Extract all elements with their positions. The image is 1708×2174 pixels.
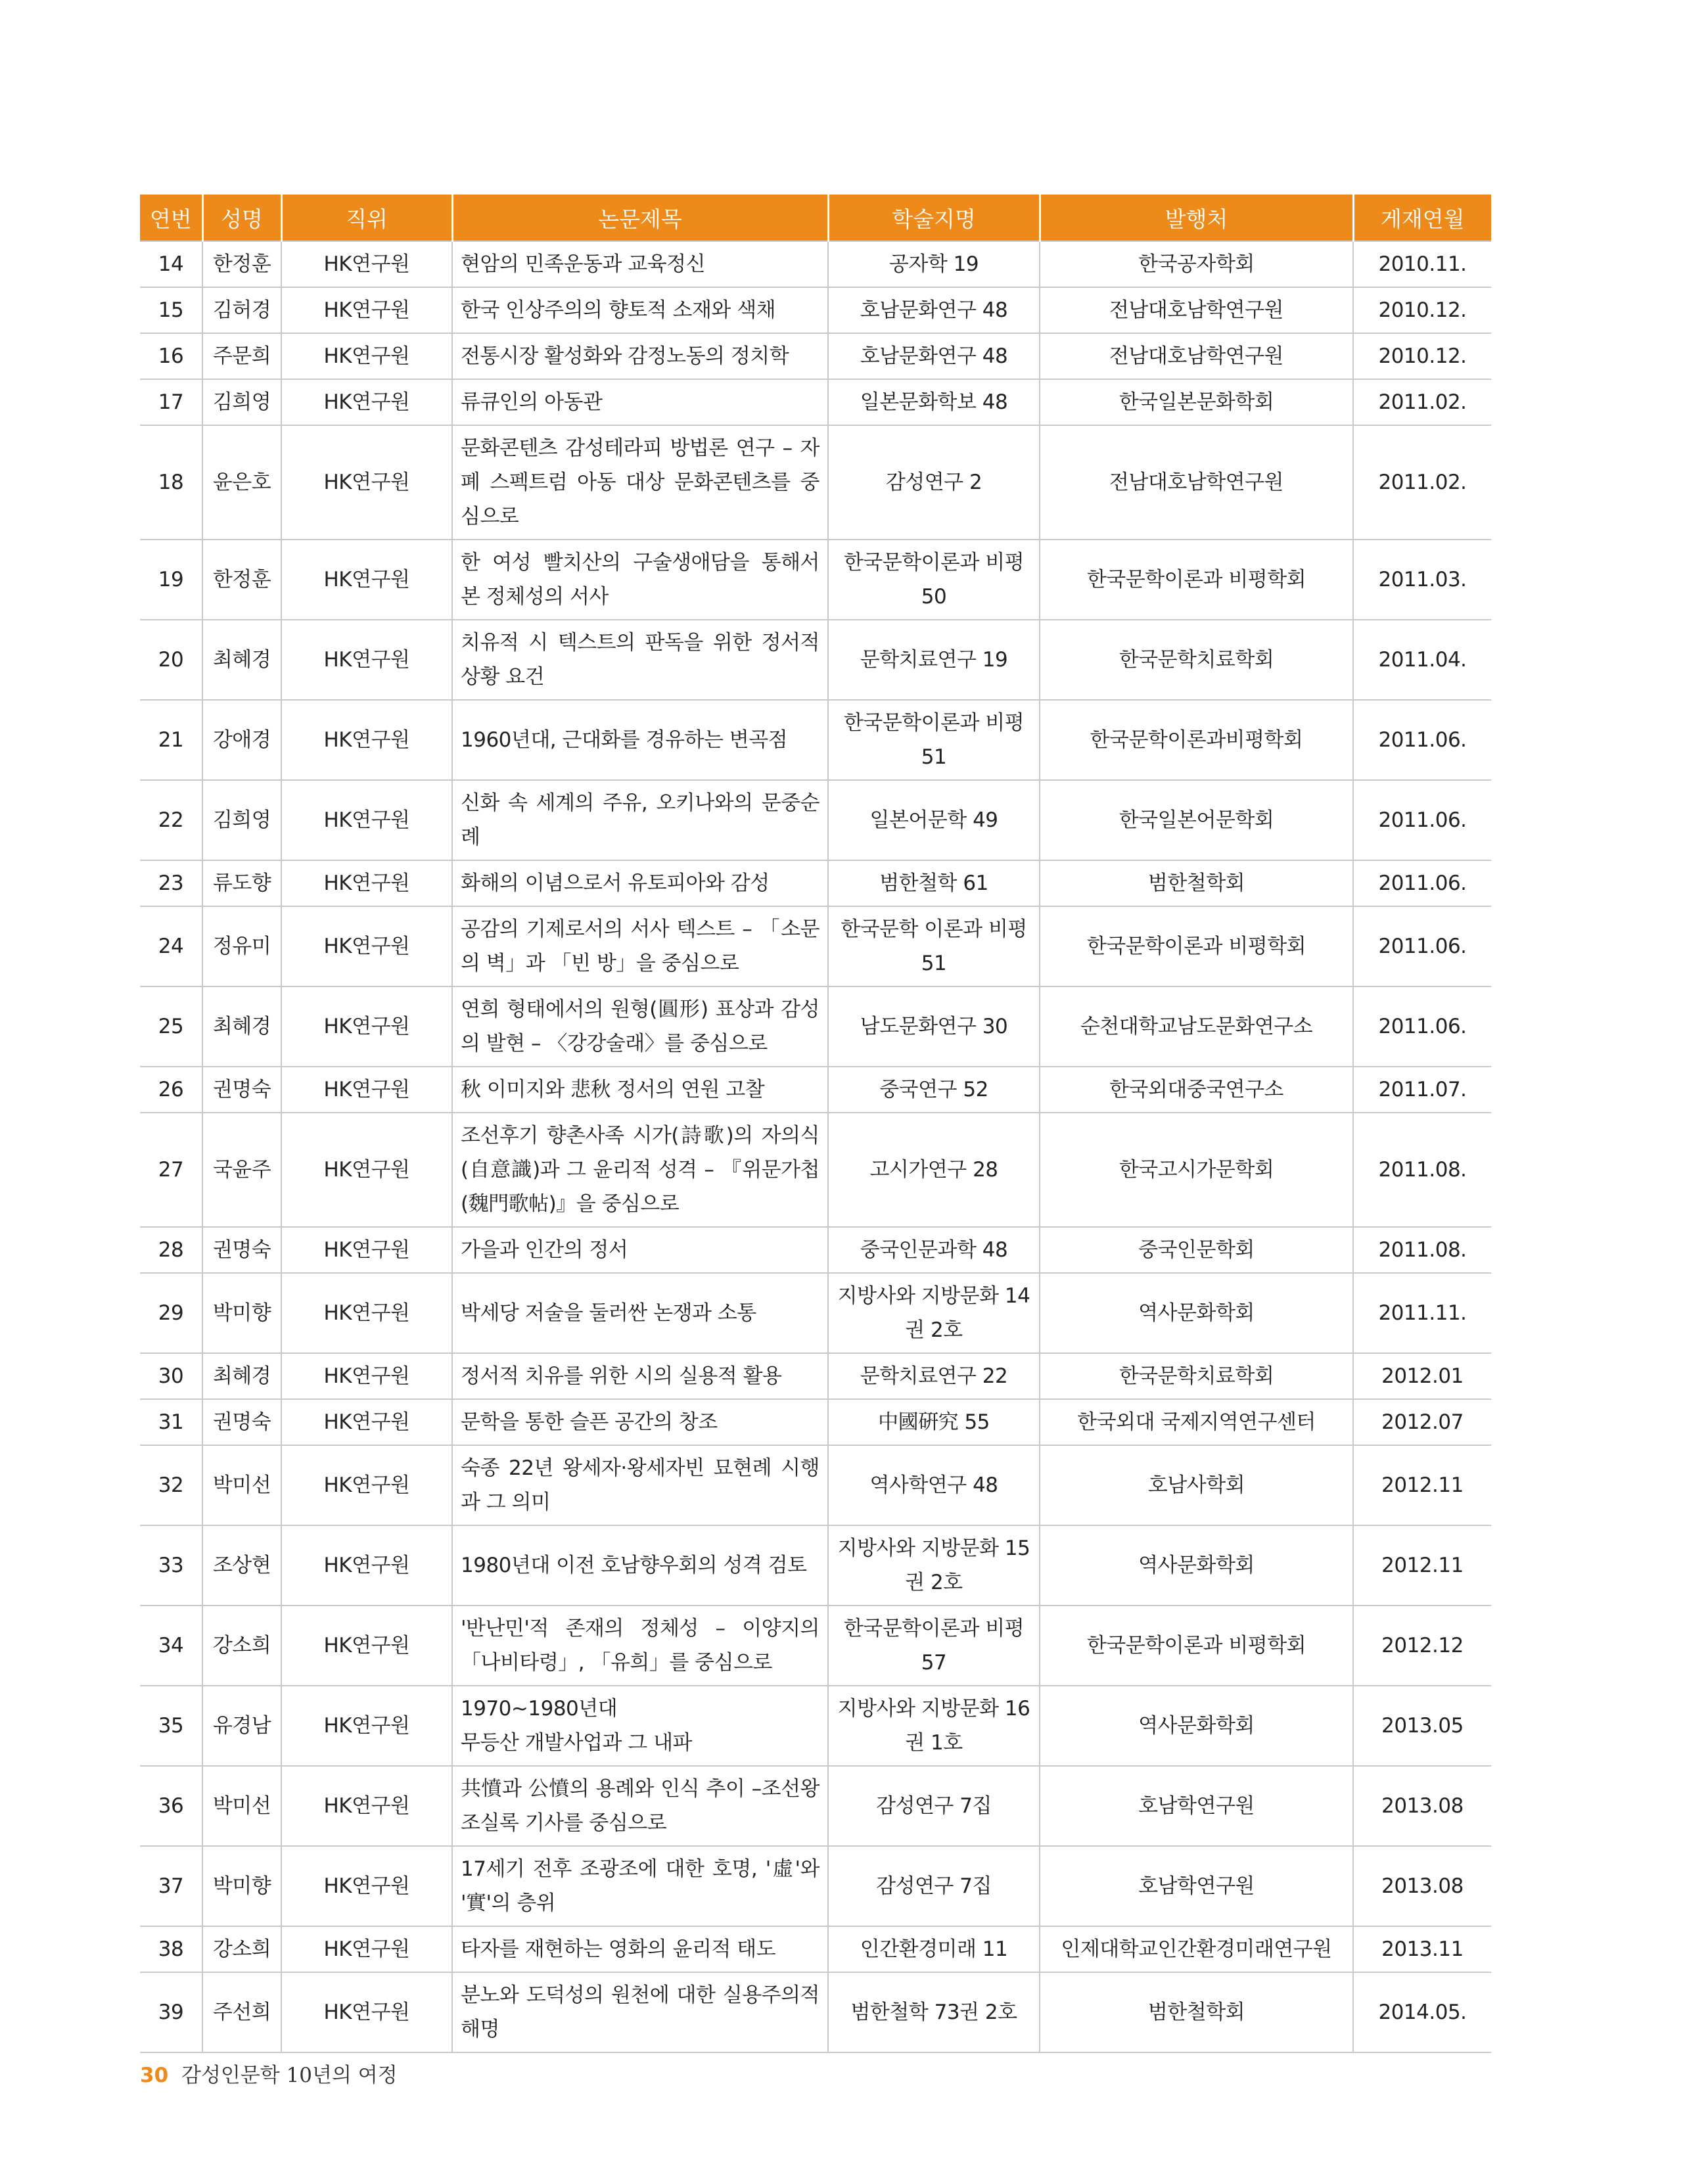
- cell-position: HK연구원: [281, 1972, 452, 2052]
- cell-title: 한국 인상주의의 향토적 소재와 색채: [452, 287, 828, 333]
- cell-title: 공감의 기제로서의 서사 텍스트 – 「소문의 벽」과 「빈 방」을 중심으로: [452, 906, 828, 986]
- cell-publisher: 역사문화학회: [1040, 1686, 1353, 1766]
- cell-publisher: 호남학연구원: [1040, 1766, 1353, 1846]
- cell-title: 박세당 저술을 둘러싼 논쟁과 소통: [452, 1273, 828, 1353]
- cell-publisher: 한국문학이론과 비평학회: [1040, 906, 1353, 986]
- cell-date: 2011.08.: [1353, 1227, 1491, 1273]
- book-title: 감성인문학 10년의 여정: [181, 2064, 398, 2087]
- header-publisher: 발행처: [1040, 195, 1353, 241]
- page-footer: [140, 2058, 398, 2088]
- cell-title: 17세기 전후 조광조에 대한 호명, '虛'와 '實'의 층위: [452, 1846, 828, 1926]
- cell-date: 2012.07: [1353, 1399, 1491, 1445]
- table-row: [140, 620, 1491, 700]
- cell-date: 2013.11: [1353, 1926, 1491, 1972]
- cell-date: 2011.03.: [1353, 540, 1491, 620]
- cell-journal: 감성연구 7집: [828, 1766, 1040, 1846]
- header-journal: 학술지명: [828, 195, 1040, 241]
- cell-name: 국윤주: [202, 1113, 281, 1227]
- cell-name: 김희영: [202, 379, 281, 425]
- cell-publisher: 한국일본문화학회: [1040, 379, 1353, 425]
- cell-number: 20: [140, 620, 202, 700]
- cell-number: 24: [140, 906, 202, 986]
- cell-journal: 중국연구 52: [828, 1067, 1040, 1113]
- table-row: [140, 860, 1491, 906]
- cell-journal: 고시가연구 28: [828, 1113, 1040, 1227]
- cell-publisher: 범한철학회: [1040, 1972, 1353, 2052]
- cell-journal: 호남문화연구 48: [828, 333, 1040, 379]
- cell-number: 31: [140, 1399, 202, 1445]
- cell-position: HK연구원: [281, 1113, 452, 1227]
- cell-publisher: 역사문화학회: [1040, 1525, 1353, 1606]
- cell-journal: 감성연구 7집: [828, 1846, 1040, 1926]
- cell-number: 29: [140, 1273, 202, 1353]
- cell-title: 1960년대, 근대화를 경유하는 변곡점: [452, 700, 828, 780]
- cell-date: 2012.12: [1353, 1606, 1491, 1686]
- header-date: 게재연월: [1353, 195, 1491, 241]
- cell-journal: 공자학 19: [828, 241, 1040, 287]
- cell-name: 윤은호: [202, 425, 281, 540]
- cell-name: 주문희: [202, 333, 281, 379]
- cell-number: 14: [140, 241, 202, 287]
- cell-name: 최혜경: [202, 620, 281, 700]
- table-header-row: [140, 195, 1491, 241]
- cell-publisher: 한국문학치료학회: [1040, 1353, 1353, 1399]
- cell-title: 秋 이미지와 悲秋 정서의 연원 고찰: [452, 1067, 828, 1113]
- cell-name: 한정훈: [202, 241, 281, 287]
- table-row: [140, 1686, 1491, 1766]
- cell-title: 한 여성 빨치산의 구술생애담을 통해서 본 정체성의 서사: [452, 540, 828, 620]
- cell-name: 한정훈: [202, 540, 281, 620]
- cell-name: 주선희: [202, 1972, 281, 2052]
- cell-position: HK연구원: [281, 379, 452, 425]
- cell-position: HK연구원: [281, 1227, 452, 1273]
- cell-position: HK연구원: [281, 1067, 452, 1113]
- cell-title: 신화 속 세계의 주유, 오키나와의 문중순례: [452, 780, 828, 860]
- cell-publisher: 한국고시가문학회: [1040, 1113, 1353, 1227]
- cell-title: 조선후기 향촌사족 시가(詩歌)의 자의식(自意識)과 그 윤리적 성격 – 『위문가첩(魏門歌帖)』을 중심으로: [452, 1113, 828, 1227]
- cell-journal: 한국문학이론과 비평 51: [828, 700, 1040, 780]
- cell-journal: 한국문학이론과 비평 50: [828, 540, 1040, 620]
- cell-date: 2011.06.: [1353, 906, 1491, 986]
- cell-position: HK연구원: [281, 287, 452, 333]
- cell-number: 15: [140, 287, 202, 333]
- cell-journal: 역사학연구 48: [828, 1445, 1040, 1525]
- table-row: [140, 287, 1491, 333]
- cell-title: 1970~1980년대 무등산 개발사업과 그 내파: [452, 1686, 828, 1766]
- cell-publisher: 한국공자학회: [1040, 241, 1353, 287]
- cell-publisher: 한국문학이론과 비평학회: [1040, 540, 1353, 620]
- cell-name: 박미선: [202, 1766, 281, 1846]
- cell-date: 2011.02.: [1353, 425, 1491, 540]
- table-body: [140, 241, 1491, 2052]
- cell-publisher: 전남대호남학연구원: [1040, 287, 1353, 333]
- cell-position: HK연구원: [281, 241, 452, 287]
- paper-list-table: [140, 195, 1491, 2053]
- cell-date: 2010.12.: [1353, 287, 1491, 333]
- table-row: [140, 1399, 1491, 1445]
- cell-publisher: 한국문학치료학회: [1040, 620, 1353, 700]
- table-row: [140, 1227, 1491, 1273]
- cell-number: 16: [140, 333, 202, 379]
- cell-title: 共憤과 公憤의 용례와 인식 추이 –조선왕조실록 기사를 중심으로: [452, 1766, 828, 1846]
- cell-title: 타자를 재현하는 영화의 윤리적 태도: [452, 1926, 828, 1972]
- cell-position: HK연구원: [281, 780, 452, 860]
- cell-position: HK연구원: [281, 1686, 452, 1766]
- cell-title: 류큐인의 아동관: [452, 379, 828, 425]
- cell-publisher: 전남대호남학연구원: [1040, 333, 1353, 379]
- cell-number: 37: [140, 1846, 202, 1926]
- cell-title: 치유적 시 텍스트의 판독을 위한 정서적 상황 요건: [452, 620, 828, 700]
- cell-date: 2010.12.: [1353, 333, 1491, 379]
- cell-date: 2012.11: [1353, 1445, 1491, 1525]
- cell-publisher: 한국일본어문학회: [1040, 780, 1353, 860]
- table-row: [140, 780, 1491, 860]
- cell-position: HK연구원: [281, 620, 452, 700]
- table-row: [140, 906, 1491, 986]
- cell-publisher: 역사문화학회: [1040, 1273, 1353, 1353]
- cell-journal: 문학치료연구 19: [828, 620, 1040, 700]
- cell-name: 최혜경: [202, 1353, 281, 1399]
- cell-title: 정서적 치유를 위한 시의 실용적 활용: [452, 1353, 828, 1399]
- cell-date: 2012.01: [1353, 1353, 1491, 1399]
- cell-position: HK연구원: [281, 1766, 452, 1846]
- cell-date: 2011.07.: [1353, 1067, 1491, 1113]
- cell-position: HK연구원: [281, 540, 452, 620]
- cell-publisher: 순천대학교남도문화연구소: [1040, 986, 1353, 1067]
- header-name: 성명: [202, 195, 281, 241]
- cell-position: HK연구원: [281, 1273, 452, 1353]
- header-number: 연번: [140, 195, 202, 241]
- cell-title: '반난민'적 존재의 정체성 – 이양지의 「나비타령」, 「유희」를 중심으로: [452, 1606, 828, 1686]
- table-row: [140, 1926, 1491, 1972]
- cell-date: 2014.05.: [1353, 1972, 1491, 2052]
- cell-journal: 지방사와 지방문화 15권 2호: [828, 1525, 1040, 1606]
- cell-number: 22: [140, 780, 202, 860]
- cell-title: 문학을 통한 슬픈 공간의 창조: [452, 1399, 828, 1445]
- cell-title: 연희 형태에서의 원형(圓形) 표상과 감성의 발현 – 〈강강술래〉를 중심으로: [452, 986, 828, 1067]
- cell-publisher: 한국외대 국제지역연구센터: [1040, 1399, 1353, 1445]
- cell-date: 2010.11.: [1353, 241, 1491, 287]
- cell-number: 25: [140, 986, 202, 1067]
- cell-title: 현암의 민족운동과 교육정신: [452, 241, 828, 287]
- cell-title: 숙종 22년 왕세자·왕세자빈 묘현례 시행과 그 의미: [452, 1445, 828, 1525]
- cell-title: 문화콘텐츠 감성테라피 방법론 연구 – 자폐 스펙트럼 아동 대상 문화콘텐츠를 중심으로: [452, 425, 828, 540]
- cell-number: 18: [140, 425, 202, 540]
- cell-date: 2011.08.: [1353, 1113, 1491, 1227]
- cell-journal: 감성연구 2: [828, 425, 1040, 540]
- cell-journal: 한국문학 이론과 비평 51: [828, 906, 1040, 986]
- cell-number: 35: [140, 1686, 202, 1766]
- table-row: [140, 1273, 1491, 1353]
- table-row: [140, 1445, 1491, 1525]
- table-row: [140, 333, 1491, 379]
- cell-journal: 범한철학 61: [828, 860, 1040, 906]
- cell-position: HK연구원: [281, 986, 452, 1067]
- cell-name: 강애경: [202, 700, 281, 780]
- cell-journal: 지방사와 지방문화 16권 1호: [828, 1686, 1040, 1766]
- cell-name: 박미향: [202, 1846, 281, 1926]
- cell-position: HK연구원: [281, 425, 452, 540]
- cell-journal: 인간환경미래 11: [828, 1926, 1040, 1972]
- cell-number: 34: [140, 1606, 202, 1686]
- cell-number: 32: [140, 1445, 202, 1525]
- cell-date: 2013.08: [1353, 1766, 1491, 1846]
- cell-name: 권명숙: [202, 1067, 281, 1113]
- cell-journal: 범한철학 73권 2호: [828, 1972, 1040, 2052]
- cell-name: 조상현: [202, 1525, 281, 1606]
- cell-date: 2011.06.: [1353, 860, 1491, 906]
- cell-date: 2012.11: [1353, 1525, 1491, 1606]
- cell-name: 강소희: [202, 1926, 281, 1972]
- cell-name: 강소희: [202, 1606, 281, 1686]
- cell-journal: 남도문화연구 30: [828, 986, 1040, 1067]
- cell-publisher: 한국문학이론과 비평학회: [1040, 1606, 1353, 1686]
- table-row: [140, 241, 1491, 287]
- cell-publisher: 한국문학이론과비평학회: [1040, 700, 1353, 780]
- cell-number: 28: [140, 1227, 202, 1273]
- cell-number: 23: [140, 860, 202, 906]
- cell-number: 21: [140, 700, 202, 780]
- cell-date: 2011.11.: [1353, 1273, 1491, 1353]
- cell-name: 박미향: [202, 1273, 281, 1353]
- cell-journal: 일본어문학 49: [828, 780, 1040, 860]
- cell-number: 17: [140, 379, 202, 425]
- cell-date: 2011.02.: [1353, 379, 1491, 425]
- cell-position: HK연구원: [281, 860, 452, 906]
- table-row: [140, 986, 1491, 1067]
- cell-number: 38: [140, 1926, 202, 1972]
- cell-name: 권명숙: [202, 1227, 281, 1273]
- cell-name: 정유미: [202, 906, 281, 986]
- cell-date: 2011.06.: [1353, 700, 1491, 780]
- cell-name: 권명숙: [202, 1399, 281, 1445]
- cell-journal: 호남문화연구 48: [828, 287, 1040, 333]
- cell-date: 2011.04.: [1353, 620, 1491, 700]
- cell-number: 36: [140, 1766, 202, 1846]
- cell-publisher: 중국인문학회: [1040, 1227, 1353, 1273]
- cell-name: 유경남: [202, 1686, 281, 1766]
- cell-publisher: 호남사학회: [1040, 1445, 1353, 1525]
- cell-journal: 중국인문과학 48: [828, 1227, 1040, 1273]
- table-row: [140, 379, 1491, 425]
- cell-number: 19: [140, 540, 202, 620]
- table-row: [140, 1525, 1491, 1606]
- cell-title: 화해의 이념으로서 유토피아와 감성: [452, 860, 828, 906]
- table-row: [140, 540, 1491, 620]
- cell-publisher: 범한철학회: [1040, 860, 1353, 906]
- cell-position: HK연구원: [281, 1353, 452, 1399]
- cell-title: 가을과 인간의 정서: [452, 1227, 828, 1273]
- cell-position: HK연구원: [281, 1606, 452, 1686]
- cell-date: 2011.06.: [1353, 986, 1491, 1067]
- cell-name: 김희영: [202, 780, 281, 860]
- cell-number: 27: [140, 1113, 202, 1227]
- cell-position: HK연구원: [281, 700, 452, 780]
- table-row: [140, 1606, 1491, 1686]
- cell-publisher: 전남대호남학연구원: [1040, 425, 1353, 540]
- cell-journal: 일본문화학보 48: [828, 379, 1040, 425]
- cell-journal: 한국문학이론과 비평 57: [828, 1606, 1040, 1686]
- page-number: 30: [140, 2064, 169, 2087]
- table-row: [140, 1067, 1491, 1113]
- cell-date: 2013.05: [1353, 1686, 1491, 1766]
- cell-name: 박미선: [202, 1445, 281, 1525]
- table-row: [140, 425, 1491, 540]
- cell-position: HK연구원: [281, 1399, 452, 1445]
- table-row: [140, 1353, 1491, 1399]
- cell-journal: 中國硏究 55: [828, 1399, 1040, 1445]
- cell-title: 분노와 도덕성의 원천에 대한 실용주의적 해명: [452, 1972, 828, 2052]
- cell-title: 전통시장 활성화와 감정노동의 정치학: [452, 333, 828, 379]
- cell-publisher: 호남학연구원: [1040, 1846, 1353, 1926]
- cell-date: 2013.08: [1353, 1846, 1491, 1926]
- cell-journal: 문학치료연구 22: [828, 1353, 1040, 1399]
- table-row: [140, 1113, 1491, 1227]
- cell-journal: 지방사와 지방문화 14권 2호: [828, 1273, 1040, 1353]
- cell-number: 33: [140, 1525, 202, 1606]
- cell-number: 30: [140, 1353, 202, 1399]
- cell-publisher: 인제대학교인간환경미래연구원: [1040, 1926, 1353, 1972]
- table-row: [140, 1846, 1491, 1926]
- cell-position: HK연구원: [281, 1525, 452, 1606]
- cell-publisher: 한국외대중국연구소: [1040, 1067, 1353, 1113]
- header-paper-title: 논문제목: [452, 195, 828, 241]
- cell-name: 류도향: [202, 860, 281, 906]
- cell-name: 최혜경: [202, 986, 281, 1067]
- cell-title: 1980년대 이전 호남향우회의 성격 검토: [452, 1525, 828, 1606]
- cell-position: HK연구원: [281, 333, 452, 379]
- header-position: 직위: [281, 195, 452, 241]
- cell-position: HK연구원: [281, 906, 452, 986]
- cell-name: 김허경: [202, 287, 281, 333]
- table-row: [140, 700, 1491, 780]
- cell-position: HK연구원: [281, 1445, 452, 1525]
- cell-date: 2011.06.: [1353, 780, 1491, 860]
- table-row: [140, 1766, 1491, 1846]
- cell-position: HK연구원: [281, 1926, 452, 1972]
- table-row: [140, 1972, 1491, 2052]
- cell-position: HK연구원: [281, 1846, 452, 1926]
- cell-number: 39: [140, 1972, 202, 2052]
- cell-number: 26: [140, 1067, 202, 1113]
